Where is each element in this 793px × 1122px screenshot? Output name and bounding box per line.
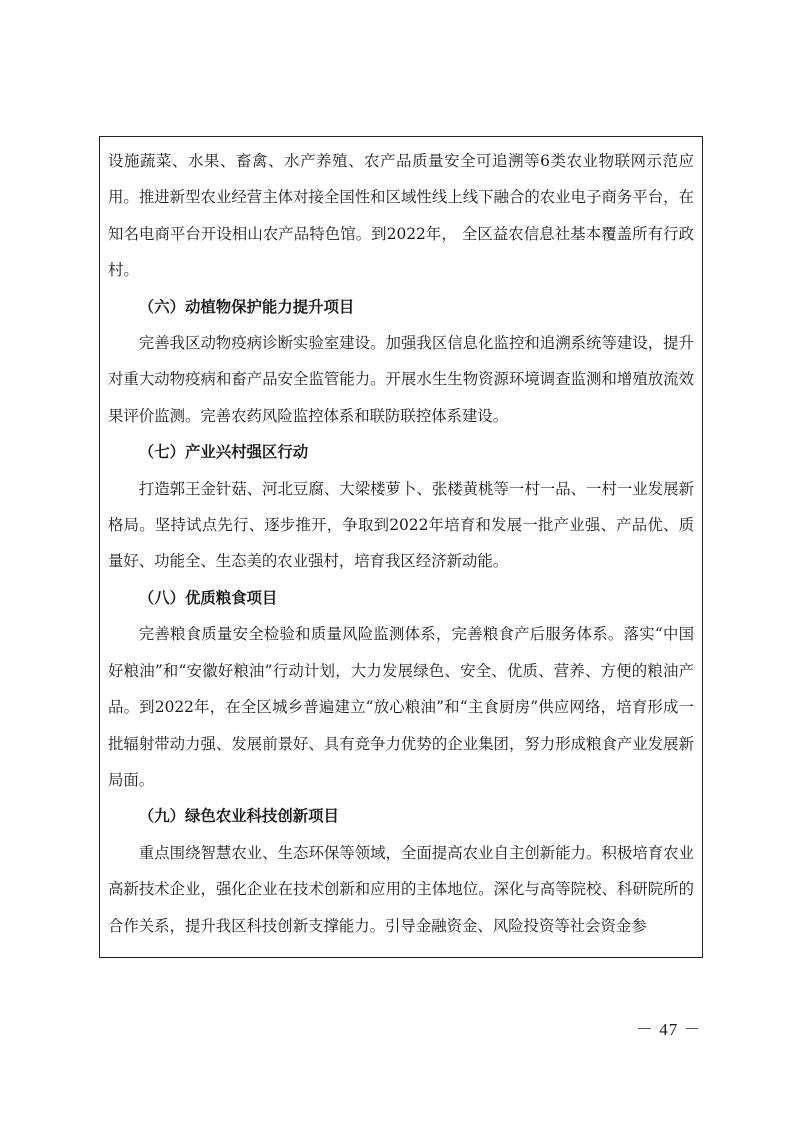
section-heading-7: （七）产业兴村强区行动: [138, 443, 309, 462]
section-heading-6: （六）动植物保护能力提升项目: [138, 297, 355, 316]
page-number: － 47 －: [636, 1020, 702, 1039]
section-heading-9: （九）绿色农业科技创新项目: [138, 807, 339, 826]
paragraph-7: 打造郭王金针菇、河北豆腐、大梁楼萝卜、张楼黄桃等一村一品、一村一业发展新格局。坚持试点先行、逐步推开，争取到2022年培育和发展一批产业强、产品优、质量好、功能全、生态美的农业强村，培育我区经济新动能。: [108, 479, 694, 571]
paragraph-6: 完善我区动物疫病诊断实验室建设。加强我区信息化监控和追溯系统等建设，提升对重大动物疫病和畜产品安全监管能力。开展水生生物资源环境调查监测和增殖放流效果评价监测。完善农药风险监控体系和联防联控体系建设。: [108, 334, 694, 425]
paragraph-continued: 设施蔬菜、水果、畜禽、水产养殖、农产品质量安全可追溯等6类农业物联网示范应用。推进新型农业经营主体对接全国性和区域性线上线下融合的农业电子商务平台，在知名电商平台开设相山农产品特色馆。到2022年， 全区益农信息社基本覆盖所有行政村。: [108, 152, 694, 280]
paragraph-8: 完善粮食质量安全检验和质量风险监测体系，完善粮食产后服务体系。落实“中国好粮油”和“安徽好粮油”行动计划，大力发展绿色、安全、优质、营养、方便的粮油产品。到2022年，在全区城乡普遍建立“放心粮油”和“主食厨房”供应网络，培育形成一批辐射带动力强、发展前景好、具有竞争力优势的企业集团，努力形成粮食产业发展新局面。: [108, 625, 694, 789]
paragraph-9: 重点围绕智慧农业、生态环保等领域，全面提高农业自主创新能力。积极培育农业高新技术企业，强化企业在技术创新和应用的主体地位。深化与高等院校、科研院所的合作关系，提升我区科技创新支撑能力。引导金融资金、风险投资等社会资金参: [108, 843, 694, 935]
content-frame: [99, 136, 703, 958]
section-heading-8: （八）优质粮食项目: [138, 588, 278, 607]
